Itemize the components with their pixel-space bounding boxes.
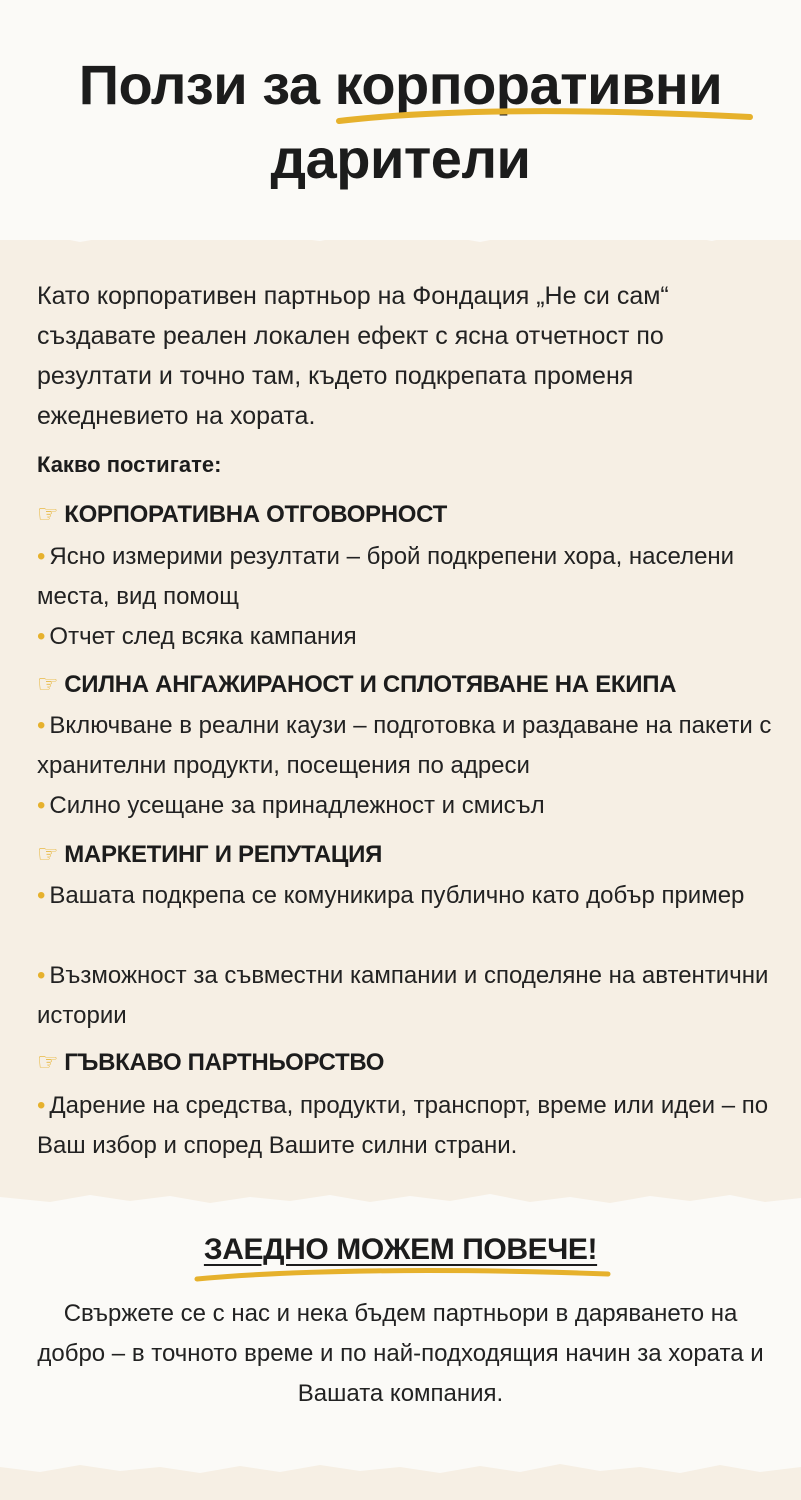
pointing-hand-icon: ☞ [37, 841, 59, 868]
cta-paragraph: Свържете се с нас и нека бъдем партньори в даряването на добро – в точното време и по най-подходящия начин за хората и Вашата компания. [37, 1300, 764, 1407]
list-item: • Включване в реални каузи – подготовка и раздаване на пакети с хранителни продукти, посещения по адреси [37, 712, 772, 779]
title-part-1: Ползи за [78, 53, 335, 116]
list-item: • Ясно измерими резултати – брой подкрепени хора, населени места, вид помощ [37, 543, 735, 610]
list-item: • Възможност за съвместни кампании и споделяне на автентични истории [37, 962, 769, 1029]
list-item: • Силно усещане за принадлежност и смисъл [37, 792, 545, 819]
section-heading-flexible-partnership [37, 1045, 384, 1081]
bullet-dot-icon: • [37, 792, 46, 819]
section-heading-corporate-responsibility [37, 497, 447, 533]
title-highlight-word: корпоративни [334, 53, 723, 116]
torn-edge-decoration [0, 1458, 801, 1480]
list-item: • Дарение на средства, продукти, транспорт, време или идеи – по Ваш избор и според Вашите силни страни. [37, 1092, 769, 1159]
bullet-dot-icon: • [37, 1092, 46, 1119]
section-heading-marketing-reputation [37, 837, 382, 873]
intro-paragraph: Като корпоративен партньор на Фондация „Не си сам“ създавате реален локален ефект с ясна отчетност по резултати и точно там, където подкрепата променя ежедневието на хората. [37, 282, 669, 430]
title-highlight-underline [335, 105, 755, 127]
achievements-heading: Какво постигате: [37, 452, 222, 477]
cta-heading: ЗАЕДНО МОЖЕМ ПОВЕЧЕ! [203, 1233, 598, 1266]
bullet-dot-icon: • [37, 882, 46, 909]
section-heading-team-engagement [37, 667, 676, 703]
pointing-hand-icon: ☞ [37, 501, 59, 528]
section-title: КОРПОРАТИВНА ОТГОВОРНОСТ [64, 501, 447, 528]
section-title: МАРКЕТИНГ И РЕПУТАЦИЯ [64, 841, 383, 868]
title-part-2: дарители [270, 127, 531, 190]
section-title: ГЪВКАВО ПАРТНЬОРСТВО [64, 1049, 385, 1076]
list-item: • Отчет след всяка кампания [37, 623, 357, 650]
bullet-dot-icon: • [37, 962, 46, 989]
bullet-dot-icon: • [37, 712, 46, 739]
bullet-dot-icon: • [37, 543, 46, 570]
cta-highlight-underline [193, 1265, 613, 1285]
section-title: СИЛНА АНГАЖИРАНОСТ И СПЛОТЯВАНЕ НА ЕКИПА [64, 671, 677, 698]
list-item: • Вашата подкрепа се комуникира публично като добър пример [37, 882, 745, 909]
pointing-hand-icon: ☞ [37, 671, 59, 698]
bullet-dot-icon: • [37, 623, 46, 650]
pointing-hand-icon: ☞ [37, 1049, 59, 1076]
torn-edge-decoration [0, 226, 801, 248]
